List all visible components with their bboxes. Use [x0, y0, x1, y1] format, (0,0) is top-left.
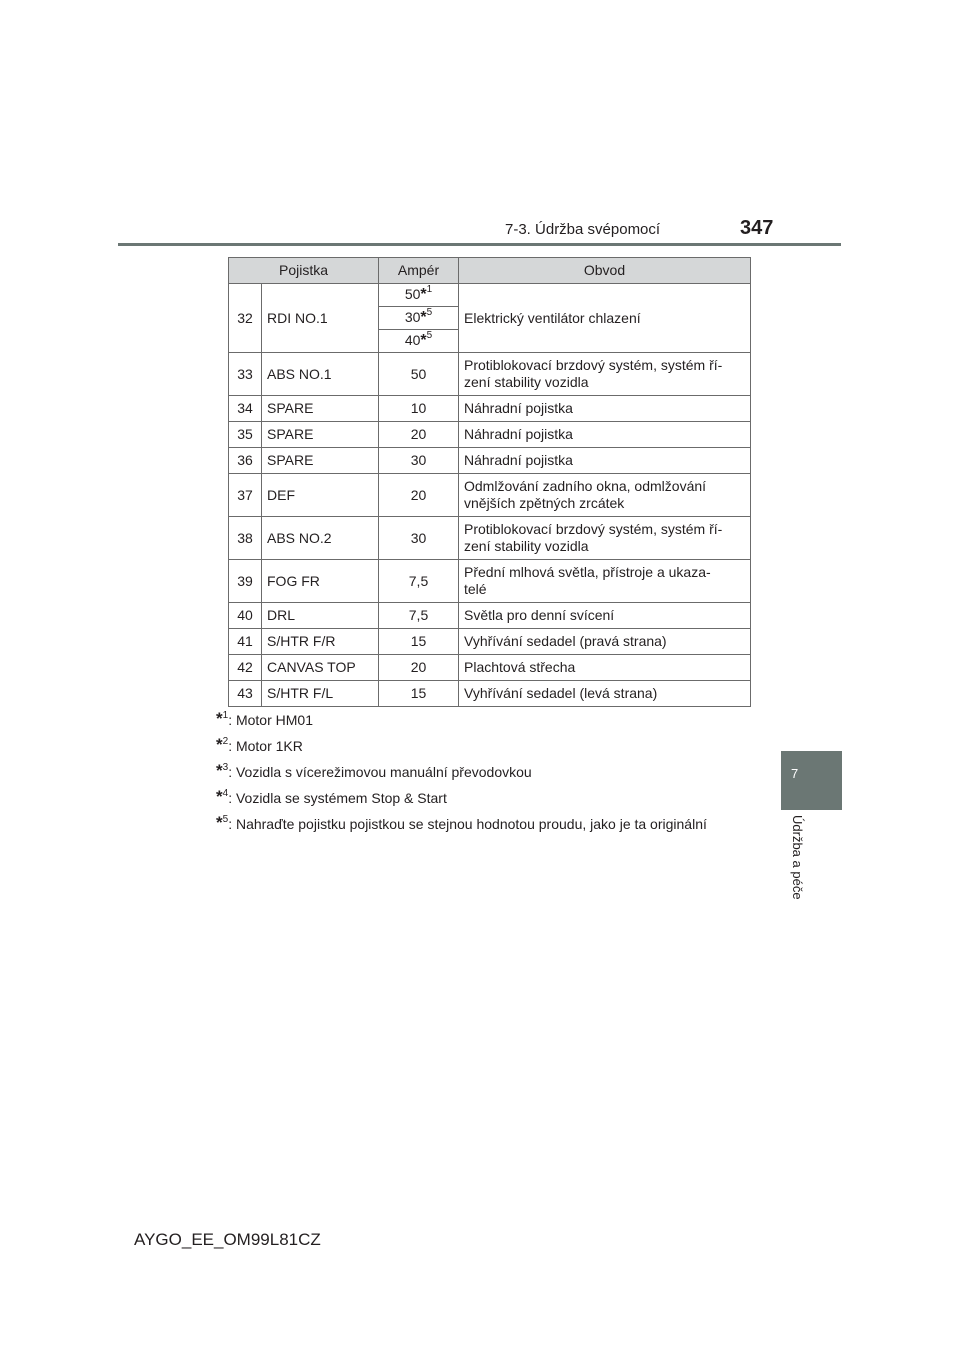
circuit-description: Vyhřívání sedadel (pravá strana) [459, 629, 751, 655]
circuit-description: Náhradní pojistka [459, 422, 751, 448]
footnote-text: : Vozidla s vícerežimovou manuální převodovkou [228, 764, 532, 780]
footnote-ref: 3 [222, 762, 229, 773]
footnote-star: * [216, 735, 223, 754]
fuse-name: SPARE [262, 448, 379, 474]
fuse-name: SPARE [262, 422, 379, 448]
circuit-description: Světla pro denní svícení [459, 603, 751, 629]
footnote-star: * [216, 709, 223, 728]
circuit-description: Náhradní pojistka [459, 396, 751, 422]
footnote [216, 788, 707, 814]
chapter-number: 7 [791, 766, 799, 781]
table-row [229, 422, 751, 448]
footnote [216, 710, 707, 736]
header-rule [118, 243, 841, 246]
circuit-description: Plachtová střecha [459, 655, 751, 681]
table-row [229, 629, 751, 655]
footnote-ref: 5 [426, 306, 433, 318]
column-header-circuit: Obvod [459, 258, 751, 284]
amp-value [379, 330, 459, 353]
column-header-amp: Ampér [379, 258, 459, 284]
circuit-description: Elektrický ventilátor chlazení [459, 284, 751, 353]
fuse-number: 41 [229, 629, 262, 655]
footnote-ref: 5 [426, 329, 433, 341]
table-row [229, 517, 751, 560]
fuse-name: ABS NO.2 [262, 517, 379, 560]
fuse-number: 37 [229, 474, 262, 517]
amp-value: 15 [379, 629, 459, 655]
table-header-row [229, 258, 751, 284]
table-row [229, 681, 751, 707]
amp-value: 30 [379, 448, 459, 474]
amp-value [379, 284, 459, 307]
column-header-fuse: Pojistka [229, 258, 379, 284]
fuse-number: 38 [229, 517, 262, 560]
footnote-text: : Nahraďte pojistku pojistkou se stejnou hodnotou proudu, jako je ta originální [228, 816, 707, 832]
fuse-number: 32 [229, 284, 262, 353]
fuse-number: 39 [229, 560, 262, 603]
fuse-name: S/HTR F/R [262, 629, 379, 655]
fuse-name: ABS NO.1 [262, 353, 379, 396]
fuse-name: DRL [262, 603, 379, 629]
amp-value: 30 [379, 517, 459, 560]
amp-value: 7,5 [379, 560, 459, 603]
footnote-star: * [420, 331, 427, 349]
footnote-star: * [216, 813, 223, 832]
amp-value: 7,5 [379, 603, 459, 629]
fuse-number: 33 [229, 353, 262, 396]
circuit-description: Protiblokovací brzdový systém, systém ří- zení stability vozidla [459, 517, 751, 560]
fuse-name: FOG FR [262, 560, 379, 603]
fuse-number: 40 [229, 603, 262, 629]
footnote-text: : Motor 1KR [228, 738, 303, 754]
fuse-number: 36 [229, 448, 262, 474]
table-row [229, 353, 751, 396]
circuit-description: Protiblokovací brzdový systém, systém ří- zení stability vozidla [459, 353, 751, 396]
circuit-description: Přední mlhová světla, přístroje a ukaza- telé [459, 560, 751, 603]
fuse-name: RDI NO.1 [262, 284, 379, 353]
table-row [229, 448, 751, 474]
circuit-description: Náhradní pojistka [459, 448, 751, 474]
amp-value: 20 [379, 474, 459, 517]
table-row [229, 655, 751, 681]
footnote-star: * [216, 761, 223, 780]
fuse-name: DEF [262, 474, 379, 517]
circuit-description: Vyhřívání sedadel (levá strana) [459, 681, 751, 707]
table-row [229, 474, 751, 517]
fuse-number: 42 [229, 655, 262, 681]
fuse-name: SPARE [262, 396, 379, 422]
table-row [229, 284, 751, 307]
document-code: AYGO_EE_OM99L81CZ [134, 1230, 321, 1249]
section-title: 7-3. Údržba svépomocí [505, 221, 661, 238]
amp-value [379, 307, 459, 330]
footnote-ref: 2 [222, 736, 229, 747]
footnote-star: * [216, 787, 223, 806]
table-row [229, 560, 751, 603]
fuse-table [228, 257, 751, 707]
amp-value: 20 [379, 422, 459, 448]
table-row [229, 603, 751, 629]
footnotes [216, 710, 707, 840]
footnote [216, 814, 707, 840]
footnote-star: * [420, 308, 427, 326]
table-row [229, 396, 751, 422]
footnote-ref: 5 [222, 814, 229, 825]
chapter-title: Údržba a péče [790, 815, 805, 900]
footnote-text: : Motor HM01 [228, 712, 313, 728]
fuse-name: S/HTR F/L [262, 681, 379, 707]
amp-number: 50 [404, 285, 421, 302]
fuse-number: 35 [229, 422, 262, 448]
page-number: 347 [740, 217, 774, 239]
fuse-name: CANVAS TOP [262, 655, 379, 681]
footnote [216, 762, 707, 788]
amp-value: 15 [379, 681, 459, 707]
amp-value: 50 [379, 353, 459, 396]
fuse-number: 34 [229, 396, 262, 422]
footnote-text: : Vozidla se systémem Stop & Start [228, 790, 447, 806]
amp-number: 40 [404, 331, 421, 348]
footnote-ref: 4 [222, 788, 229, 799]
amp-value: 10 [379, 396, 459, 422]
chapter-tab [781, 751, 842, 810]
footnote [216, 736, 707, 762]
footnote-ref: 1 [426, 283, 433, 295]
circuit-description: Odmlžování zadního okna, odmlžování vnějších zpětných zrcátek [459, 474, 751, 517]
amp-number: 30 [404, 308, 421, 325]
footnote-star: * [420, 285, 427, 303]
amp-value: 20 [379, 655, 459, 681]
fuse-number: 43 [229, 681, 262, 707]
footnote-ref: 1 [222, 710, 229, 721]
